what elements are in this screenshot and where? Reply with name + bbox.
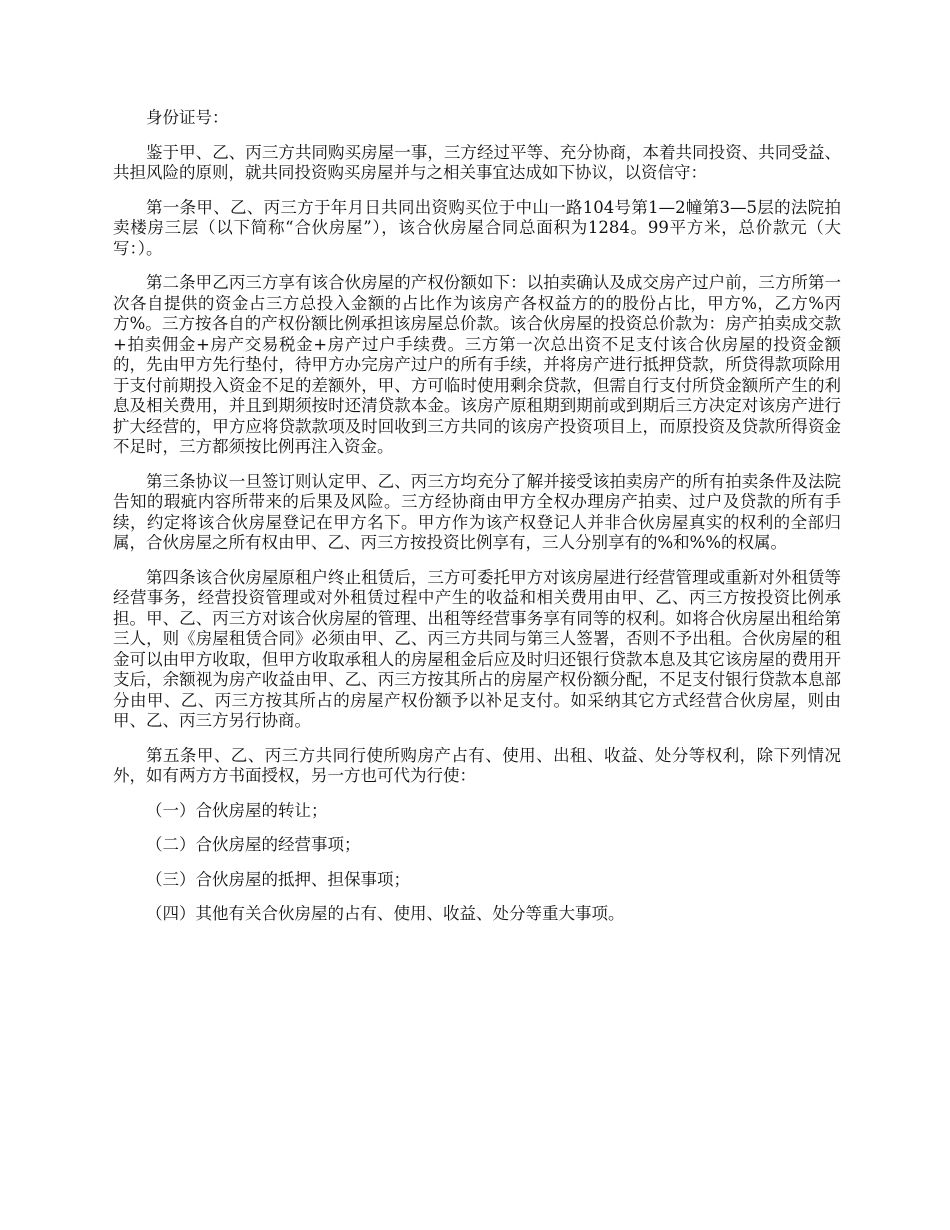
article-1-paragraph: 第一条甲、乙、丙三方于年月日共同出资购买位于中山一路104号第1—2幢第3—5层的法院拍卖楼房三层（以下简称“合伙房屋”），该合伙房屋合同总面积为1284。99平方米，总价款元（大写：）。 — [113, 197, 841, 258]
article-5-paragraph: 第五条甲、乙、丙三方共同行使所购房产占有、使用、出租、收益、处分等权利，除下列情况外，如有两方方书面授权，另一方也可代为行使： — [113, 745, 841, 785]
preamble-paragraph: 鉴于甲、乙、丙三方共同购买房屋一事，三方经过平等、充分协商，本着共同投资、共同受益、共担风险的原则，就共同投资购买房屋并与之相关事宜达成如下协议，以资信守： — [113, 142, 841, 182]
list-item: （三）合伙房屋的抵押、担保事项； — [146, 869, 410, 889]
list-item: （一）合伙房屋的转让； — [146, 800, 328, 820]
article-4-paragraph: 第四条该合伙房屋原租户终止租赁后，三方可委托甲方对该房屋进行经营管理或重新对外租赁等经营事务，经营投资管理或对外租赁过程中产生的收益和相关费用由甲、乙、丙三方按投资比例承担。甲、乙、丙三方对该合伙房屋的管理、出租等经营事务享有同等的权利。如将合伙房屋出租给第三人，则《房屋租赁合同》必须由甲、乙、丙三方共同与第三人签署，否则不予出租。合伙房屋的租金可以由甲方收取，但甲方收取承租人的房屋租金后应及时归还银行贷款本息及其它该房屋的费用开支后，余额视为房产收益由甲、乙、丙三方按其所占的房屋产权份额分配，不足支付银行贷款本息部分由甲、乙、丙三方按其所占的房屋产权份额予以补足支付。如采纳其它方式经营合伙房屋，则由甲、乙、丙三方另行协商。 — [113, 567, 841, 730]
list-item: （二）合伙房屋的经营事项； — [146, 835, 361, 854]
document-body — [113, 108, 841, 939]
article-2-paragraph: 第二条甲乙丙三方享有该合伙房屋的产权份额如下：以拍卖确认及成交房产过户前，三方所第一次各自提供的资金占三方总投入金额的占比作为该房产各权益方的的股份占比，甲方%，乙方%丙方%。三方按各自的产权份额比例承担该房屋总价款。该合伙房屋的投资总价款为：房产拍卖成交款+拍卖佣金+房产交易税金+房产过户手续费。三方第一次总出资不足支付该合伙房屋的投资金额的，先由甲方先行垫付，待甲方办完房产过户的所有手续，并将房产进行抵押贷款，所贷得款项除用于支付前期投入资金不足的差额外，甲、方可临时使用剩余贷款，但需自行支付所贷金额所产生的利息及相关费用，并且到期须按时还清贷款本金。该房产原租期到期前或到期后三方决定对该房产进行扩大经营的，甲方应将贷款款项及时回收到三方共同的该房产投资项目上，而原投资及贷款所得资金不足时，三方都须按比例再注入资金。 — [113, 273, 841, 456]
article-3-paragraph: 第三条协议一旦签订则认定甲、乙、丙三方均充分了解并接受该拍卖房产的所有拍卖条件及法院告知的瑕疵内容所带来的后果及风险。三方经协商由甲方全权办理房产拍卖、过户及贷款的所有手续，约定将该合伙房屋登记在甲方名下。甲方作为该产权登记人并非合伙房屋真实的权利的全部归属，合伙房屋之所有权由甲、乙、丙三方按投资比例享有，三人分别享有的%和%%的权属。 — [113, 471, 841, 552]
list-item: （四）其他有关合伙房屋的占有、使用、收益、处分等重大事项。 — [146, 904, 625, 923]
id-number-line: 身份证号： — [146, 108, 229, 127]
